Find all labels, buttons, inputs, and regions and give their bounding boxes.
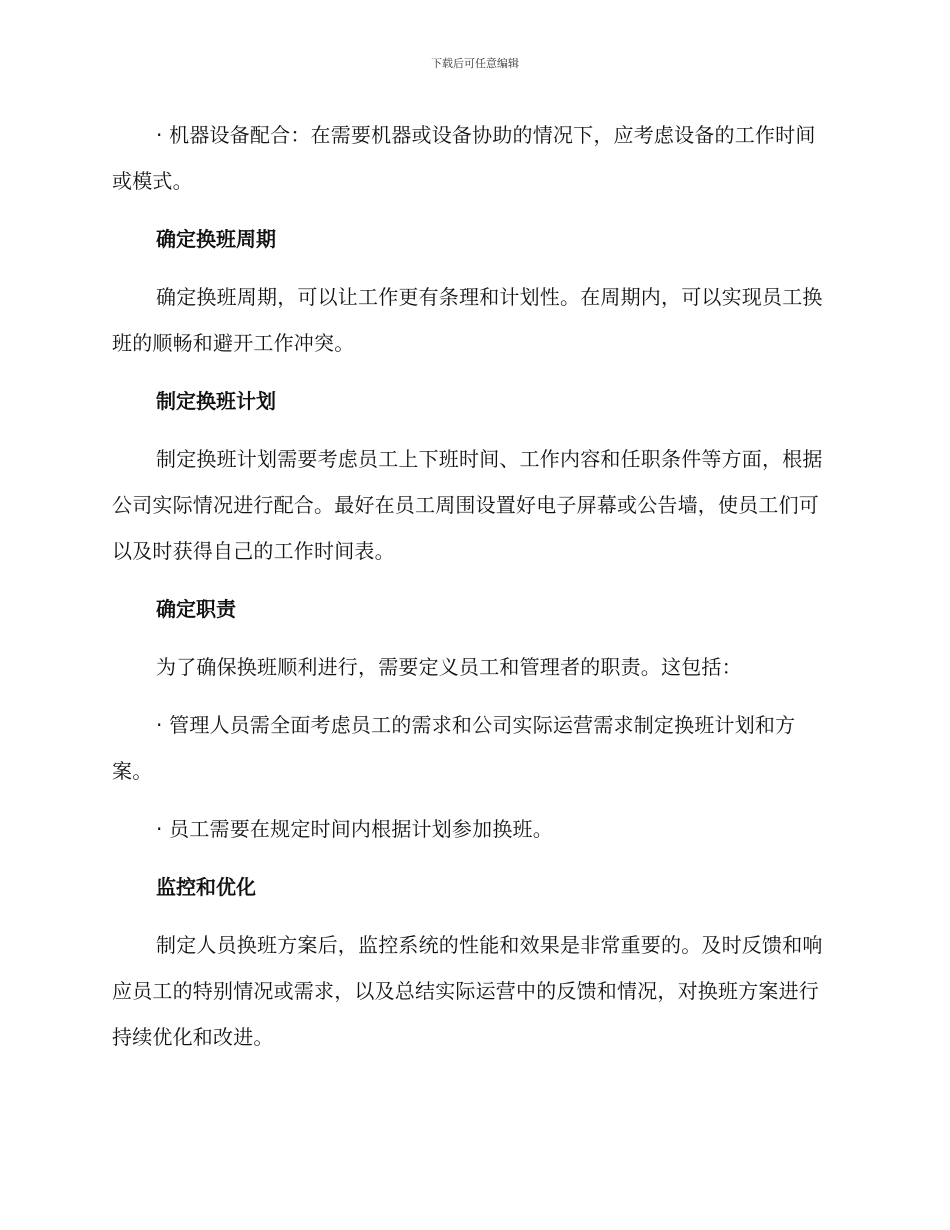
paragraph-equipment-bullet: · 机器设备配合：在需要机器或设备协助的情况下，应考虑设备的工作时间或模式。 [112,123,816,193]
paragraph-shift-plan: 制定换班计划需要考虑员工上下班时间、工作内容和任职条件等方面，根据公司实际情况进行配合。最好在员工周围设置好电子屏幕或公告墙，使员工们可以及时获得自己的工作时间表。 [112,447,823,563]
paragraph-responsibilities: 为了确保换班顺利进行，需要定义员工和管理者的职责。这包括： [156,655,742,679]
heading-responsibilities: 确定职责 [156,597,236,621]
heading-monitoring: 监控和优化 [156,875,256,899]
bullet-managers: · 管理人员需全面考虑员工的需求和公司实际运营需求制定换班计划和方案。 [112,713,796,783]
paragraph-monitoring: 制定人员换班方案后，监控系统的性能和效果是非常重要的。及时反馈和响应员工的特别情况或需求，以及总结实际运营中的反馈和情况，对换班方案进行持续优化和改进。 [112,933,823,1049]
heading-shift-cycle: 确定换班周期 [156,227,276,251]
page-header: 下载后可任意编辑 [431,57,519,70]
bullet-employees: · 员工需要在规定时间内根据计划参加换班。 [156,817,553,841]
document-content [112,112,832,1060]
paragraph-shift-cycle: 确定换班周期，可以让工作更有条理和计划性。在周期内，可以实现员工换班的顺畅和避开工作冲突。 [112,285,823,355]
heading-shift-plan: 制定换班计划 [156,389,276,413]
